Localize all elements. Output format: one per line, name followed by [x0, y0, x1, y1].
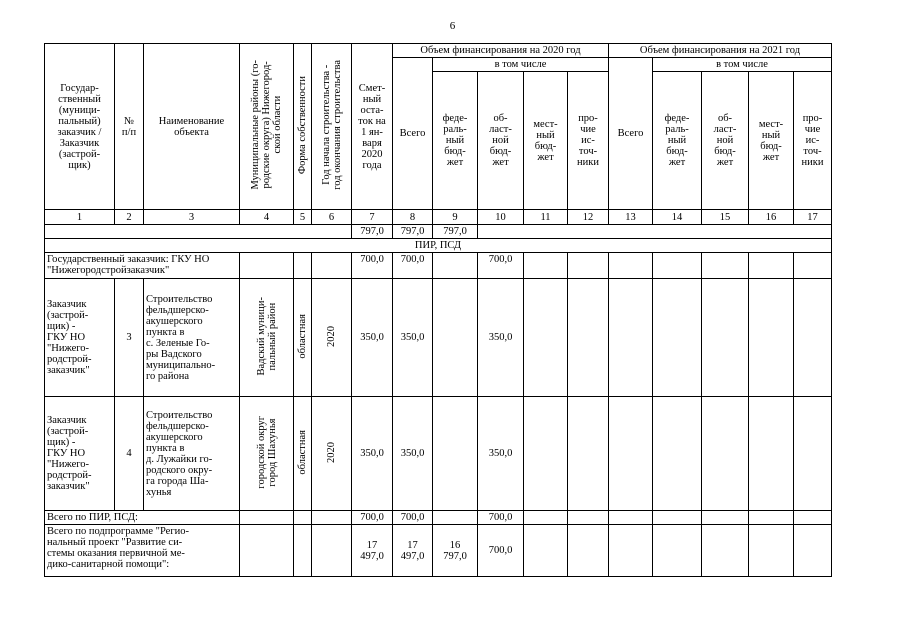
state-customer-total-2020: 700,0: [393, 253, 433, 279]
header-total-2020: Всего: [393, 58, 433, 210]
header-including-2021: в том числе: [653, 58, 832, 72]
total-pir-total-2020: 700,0: [393, 511, 433, 525]
header-local-2020: мест- ный бюд- жет: [524, 72, 568, 210]
col-number: 9: [433, 210, 478, 225]
col-number: 16: [749, 210, 794, 225]
row-object: Строительство фельдшерско- акушерского пункта в д. Лужайки го- родского окру- га города Ша- хунья: [144, 397, 240, 511]
total-pir-row: [45, 511, 832, 525]
financing-table: [44, 43, 832, 577]
col-number: 12: [568, 210, 609, 225]
row-district: городской округ город Шахунья: [255, 415, 278, 489]
header-district-cell: [240, 44, 294, 210]
col-number: 8: [393, 210, 433, 225]
total-pir-regional-2020: 700,0: [478, 511, 524, 525]
header-including-2020: в том числе: [433, 58, 609, 72]
row-customer: Заказчик (застрой- щик) - ГКУ НО "Нижего- родстрой- заказчик": [45, 397, 115, 511]
col-number: 10: [478, 210, 524, 225]
col-number: 17: [794, 210, 832, 225]
header-num: № п/п: [115, 44, 144, 210]
column-numbers-row: [45, 210, 832, 225]
header-total-2021: Всего: [609, 58, 653, 210]
header-balance: Смет- ный оста- ток на 1 ян- варя 2020 года: [352, 44, 393, 210]
header-regional-2020: об- ласт- ной бюд- жет: [478, 72, 524, 210]
header-ownership-cell: [294, 44, 312, 210]
col-number: 15: [702, 210, 749, 225]
state-customer-label: Государственный заказчик: ГКУ НО "Нижегородстройзаказчик": [45, 253, 240, 279]
header-years: Год начала строительства - год окончания строительства: [320, 60, 343, 190]
total-sub-total-2020: 17 497,0: [393, 525, 433, 577]
total-subprogram-row: [45, 525, 832, 577]
row-district: Вадский муници- пальный район: [255, 296, 278, 376]
header-federal-2021: феде- раль- ный бюд- жет: [653, 72, 702, 210]
row-total-2020: 350,0: [393, 279, 433, 397]
total-sub-regional-2020: 700,0: [478, 525, 524, 577]
state-customer-regional-2020: 700,0: [478, 253, 524, 279]
row-balance: 350,0: [352, 279, 393, 397]
col-number: 4: [240, 210, 294, 225]
carry-row: [45, 225, 832, 239]
col-number: 2: [115, 210, 144, 225]
total-sub-balance: 17 497,0: [352, 525, 393, 577]
header-other-2021: про- чие ис- точ- ники: [794, 72, 832, 210]
table-row: [45, 279, 832, 397]
carry-balance: 797,0: [352, 225, 393, 239]
header-regional-2021: об- ласт- ной бюд- жет: [702, 72, 749, 210]
page-number: 6: [449, 20, 456, 32]
col-number: 14: [653, 210, 702, 225]
col-number: 7: [352, 210, 393, 225]
carry-federal-2020: 797,0: [433, 225, 478, 239]
col-number: 5: [294, 210, 312, 225]
carry-total-2020: 797,0: [393, 225, 433, 239]
table-row: [45, 397, 832, 511]
row-object: Строительство фельдшерско- акушерского пункта в с. Зеленые Го- ры Вадского муниципально- го района: [144, 279, 240, 397]
total-sub-federal-2020: 16 797,0: [433, 525, 478, 577]
header-other-2020: про- чие ис- точ- ники: [568, 72, 609, 210]
header-fin-2021: Объем финансирования на 2021 год: [609, 44, 832, 58]
header-local-2021: мест- ный бюд- жет: [749, 72, 794, 210]
col-number: 1: [45, 210, 115, 225]
header-customer: Государ- ственный (муници- пальный) заказчик / Заказчик (застрой- щик): [45, 44, 115, 210]
row-ownership: областная: [297, 429, 308, 475]
header-ownership: Форма собственности: [297, 75, 308, 175]
row-regional-2020: 350,0: [478, 279, 524, 397]
row-num: 4: [115, 397, 144, 511]
header-district: Муниципальные районы (го- родские округа) Нижегород- ской области: [250, 60, 283, 190]
header-object-name: Наименование объекта: [144, 44, 240, 210]
col-number: 11: [524, 210, 568, 225]
row-total-2020: 350,0: [393, 397, 433, 511]
state-customer-balance: 700,0: [352, 253, 393, 279]
col-number: 3: [144, 210, 240, 225]
row-regional-2020: 350,0: [478, 397, 524, 511]
col-number: 13: [609, 210, 653, 225]
total-pir-label: Всего по ПИР, ПСД:: [45, 511, 240, 525]
header-years-cell: [312, 44, 352, 210]
row-years: 2020: [326, 441, 337, 463]
state-customer-row: [45, 253, 832, 279]
row-num: 3: [115, 279, 144, 397]
row-customer: Заказчик (застрой- щик) - ГКУ НО "Нижего- родстрой- заказчик": [45, 279, 115, 397]
header-federal-2020: феде- раль- ный бюд- жет: [433, 72, 478, 210]
header-fin-2020: Объем финансирования на 2020 год: [393, 44, 609, 58]
row-years: 2020: [326, 325, 337, 347]
total-sub-label: Всего по подпрограмме "Регио- нальный проект "Развитие си- стемы оказания первичной ме- дико-санитарной помощи":: [45, 525, 240, 577]
col-number: 6: [312, 210, 352, 225]
row-ownership: областная: [297, 313, 308, 359]
total-pir-balance: 700,0: [352, 511, 393, 525]
section-title: ПИР, ПСД: [45, 239, 832, 253]
row-balance: 350,0: [352, 397, 393, 511]
